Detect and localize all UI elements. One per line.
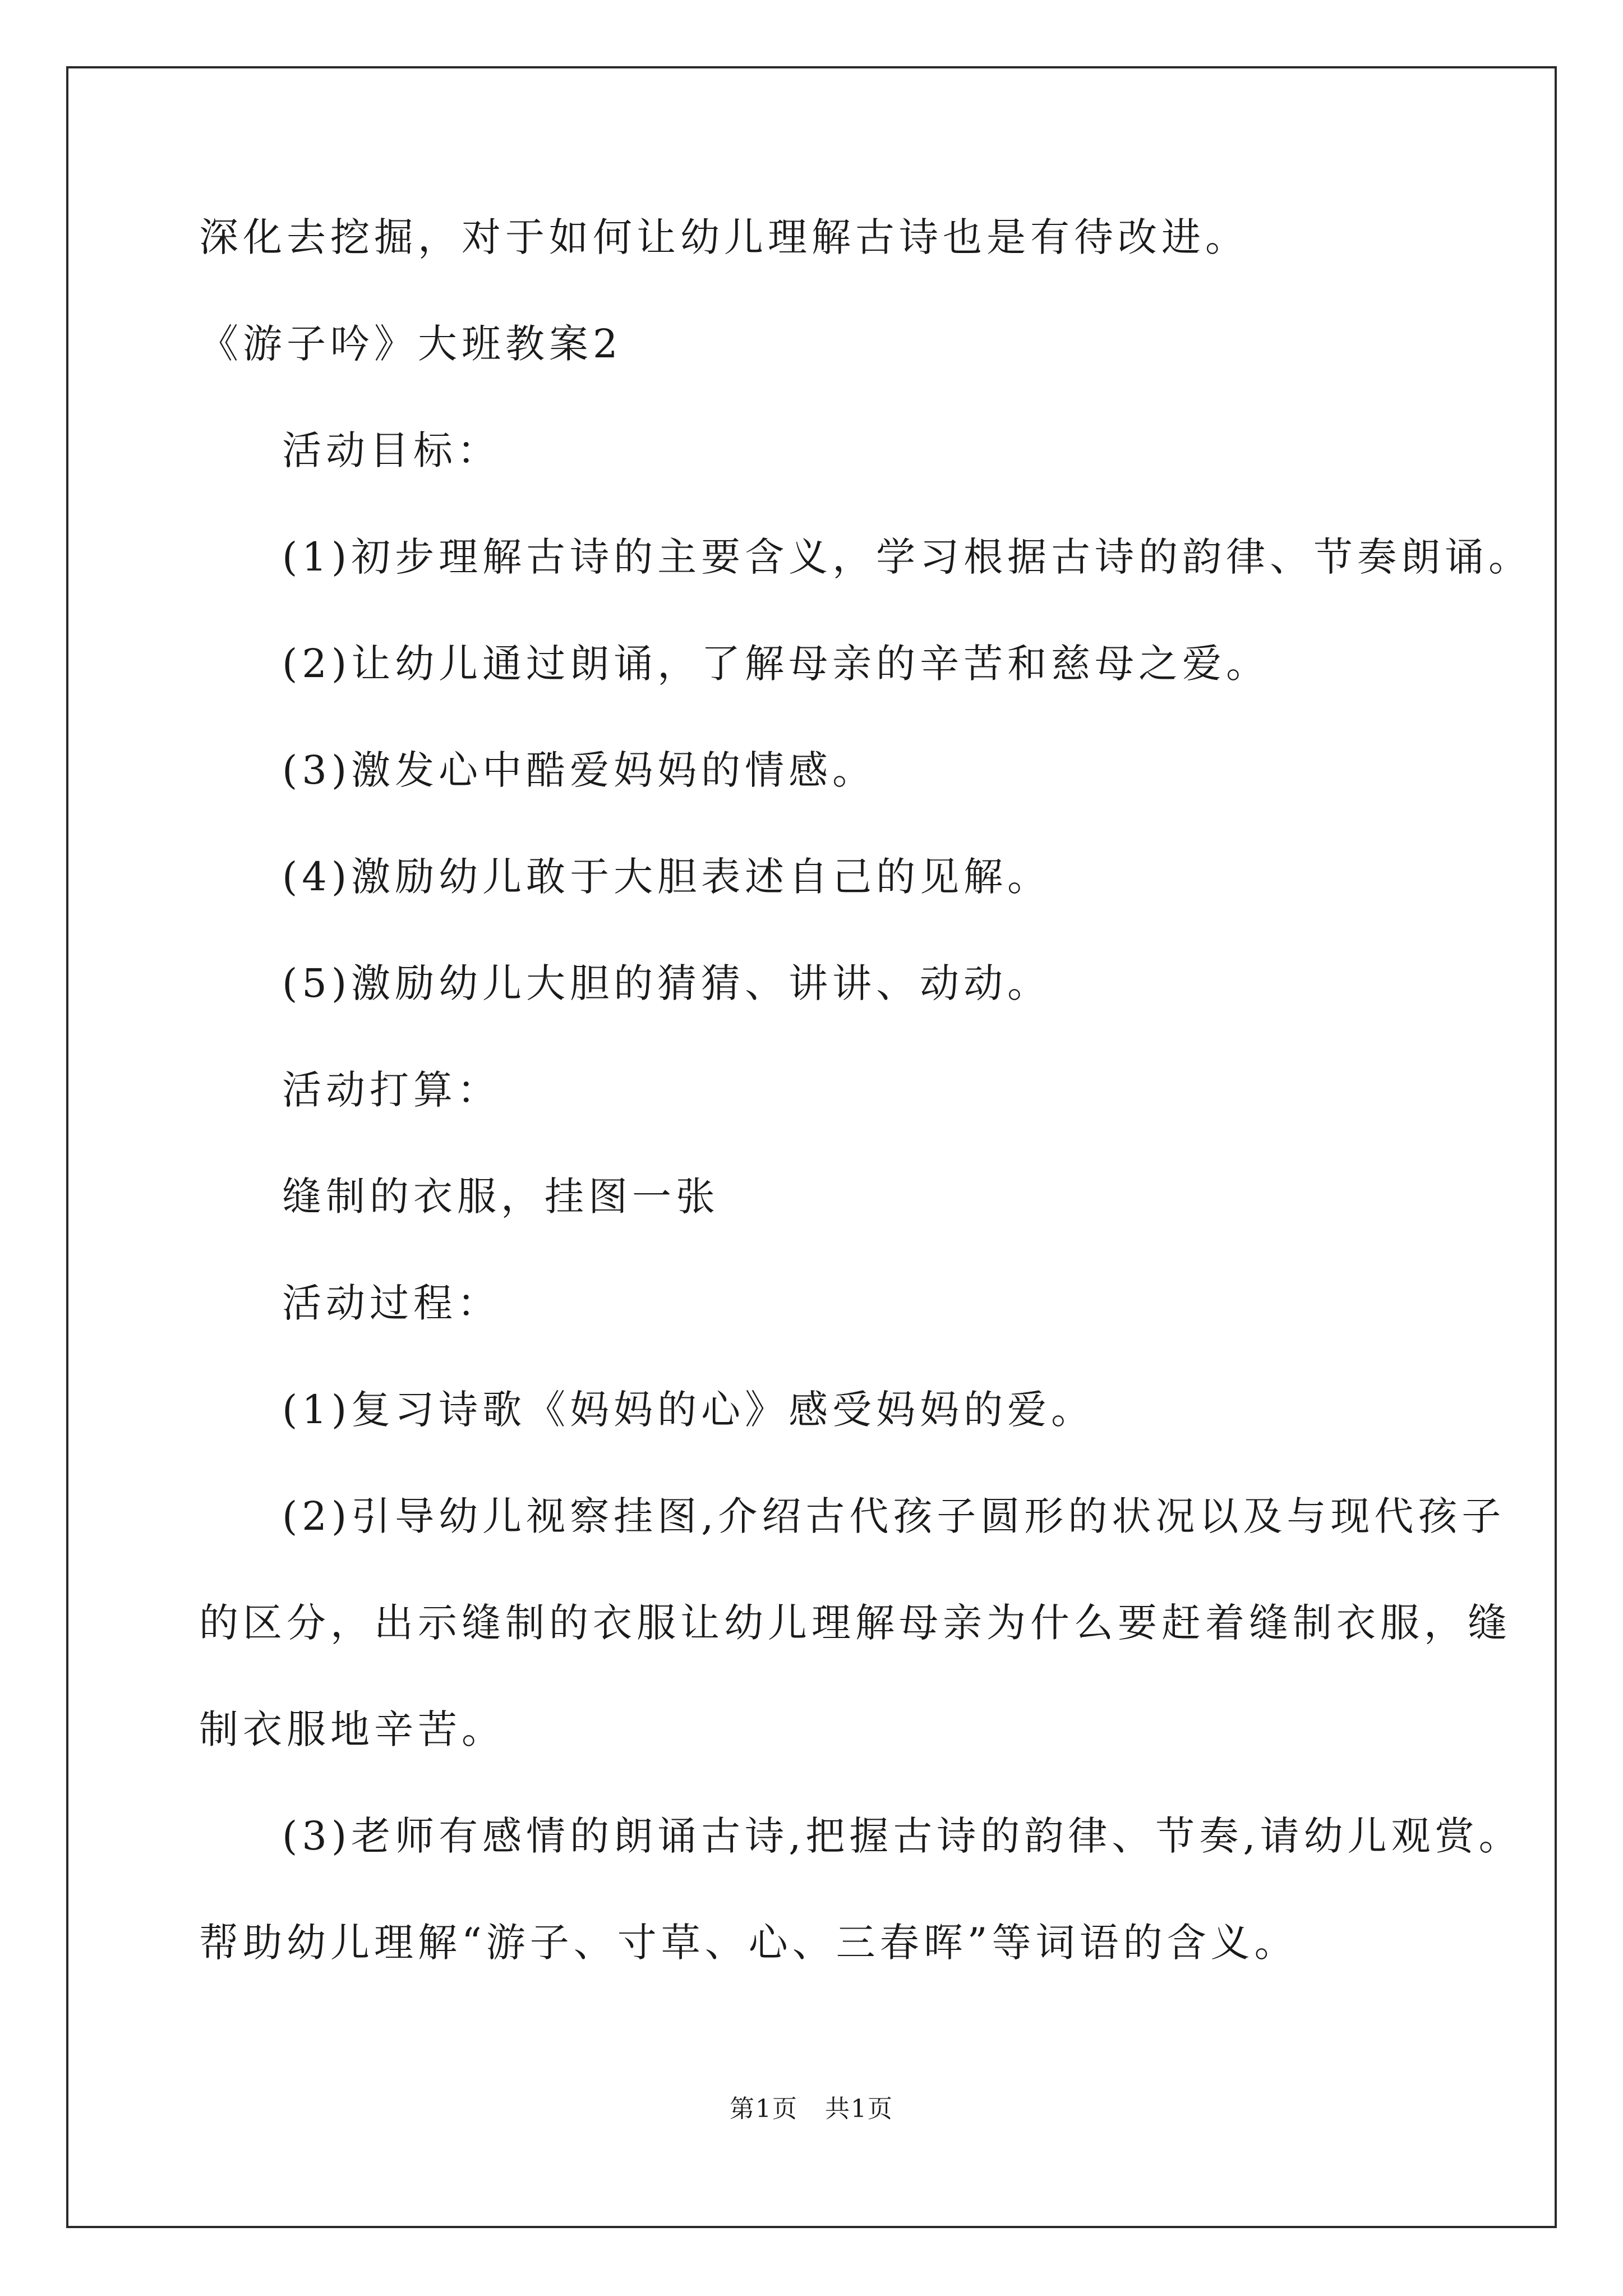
goal-item: (1)初步理解古诗的主要含义，学习根据古诗的韵律、节奏朗诵。 <box>282 534 1533 580</box>
page-total: 共1页 <box>825 2095 893 2123</box>
process-step: (2)引导幼儿视察挂图,介绍古代孩子圆形的状况以及与现代孩子 <box>282 1493 1506 1539</box>
section-title: 《游子吟》大班教案2 <box>199 321 623 367</box>
goal-item: (5)激励幼儿大胆的猜猜、讲讲、动动。 <box>282 960 1052 1006</box>
heading-activity-process: 活动过程： <box>282 1280 501 1326</box>
page-footer <box>0 2092 1623 2126</box>
process-step-continued: 帮助幼儿理解“游子、寸草、心、三春晖”等词语的含义。 <box>199 1920 1298 1966</box>
page-border <box>66 66 1557 2228</box>
process-step: (3)老师有感情的朗诵古诗,把握古诗的韵律、节奏,请幼儿观赏。 <box>282 1813 1523 1859</box>
process-step: (1)复习诗歌《妈妈的心》感受妈妈的爱。 <box>282 1387 1095 1433</box>
goal-item: (3)激发心中酷爱妈妈的情感。 <box>282 747 877 793</box>
process-step-continued: 制衣服地辛苦。 <box>199 1706 505 1752</box>
heading-activity-prep: 活动打算： <box>282 1067 501 1113</box>
page-number: 第1页 <box>730 2095 798 2123</box>
paragraph-line: 深化去挖掘，对于如何让幼儿理解古诗也是有待改进。 <box>199 214 1249 260</box>
goal-item: (4)激励幼儿敢于大胆表述自己的见解。 <box>282 854 1052 900</box>
process-step-continued: 的区分，出示缝制的衣服让幼儿理解母亲为什么要赶着缝制衣服，缝 <box>199 1600 1511 1646</box>
goal-item: (2)让幼儿通过朗诵，了解母亲的辛苦和慈母之爱。 <box>282 641 1270 687</box>
prep-item: 缝制的衣服，挂图一张 <box>282 1174 720 1220</box>
heading-activity-goals: 活动目标： <box>282 427 501 473</box>
